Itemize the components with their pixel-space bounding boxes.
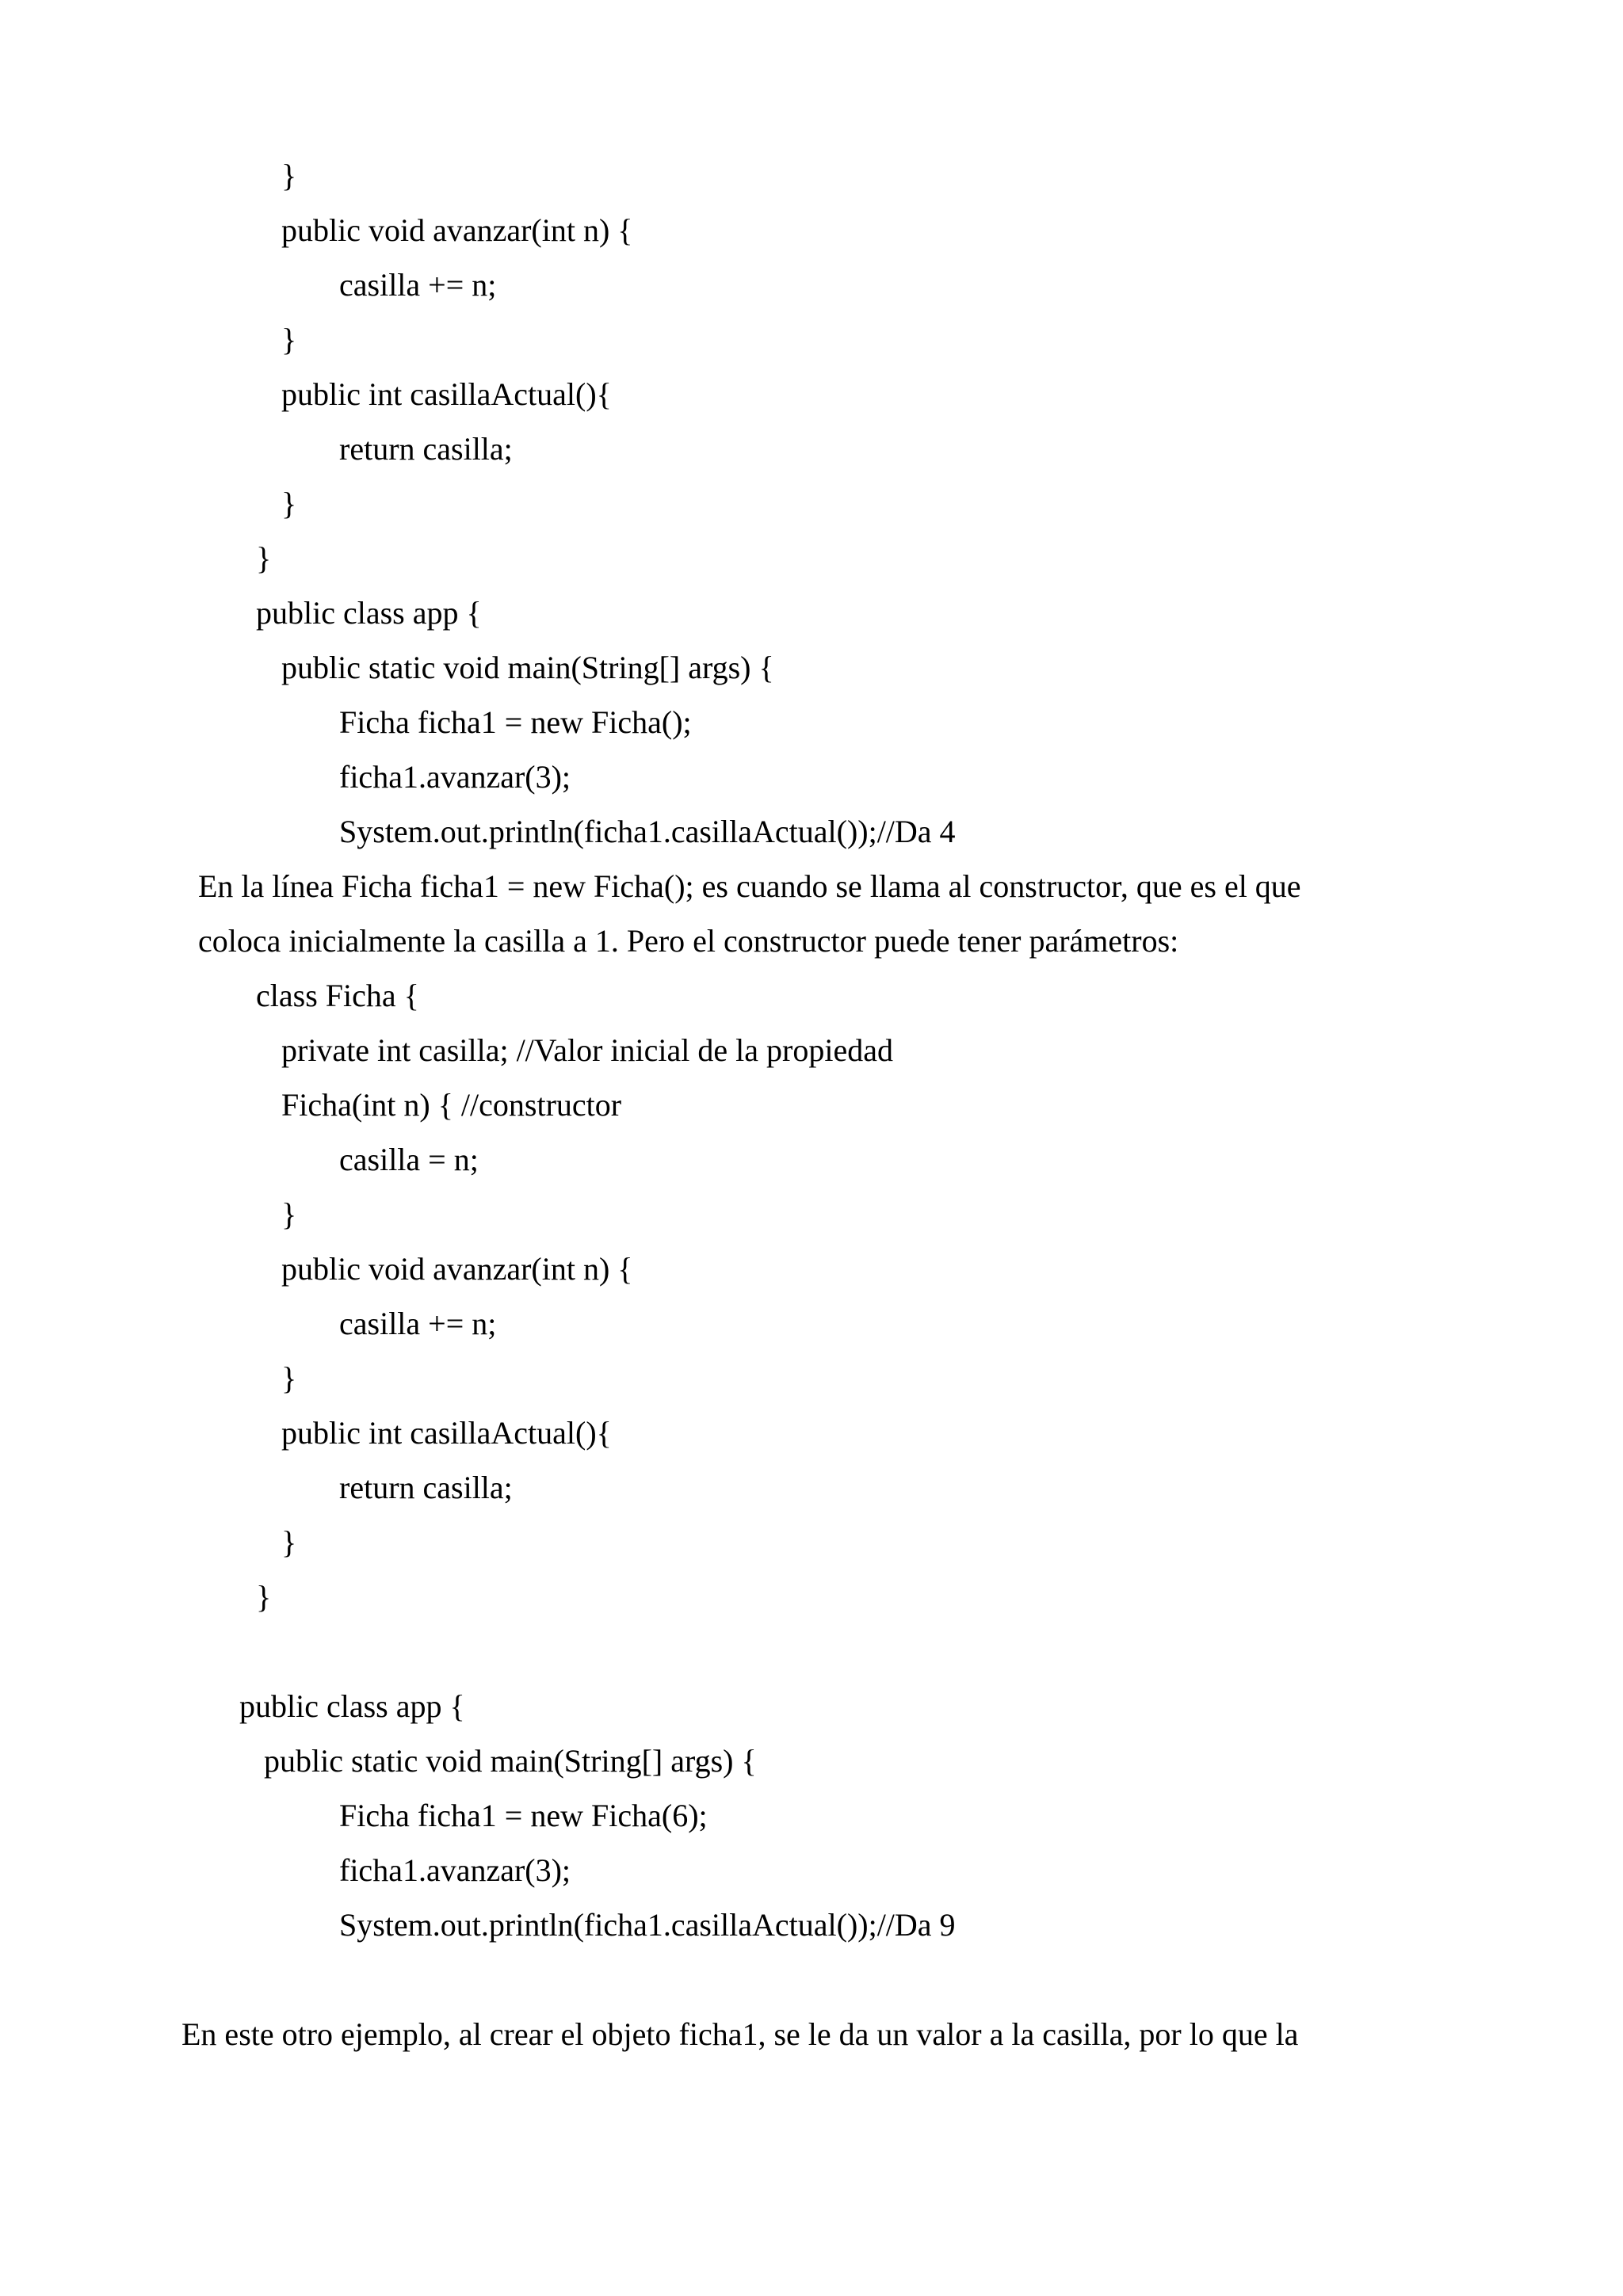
code-line: Ficha ficha1 = new Ficha();	[339, 704, 692, 740]
code-line: private int casilla; //Valor inicial de la propiedad	[281, 1032, 893, 1068]
code-line: casilla = n;	[339, 1142, 479, 1177]
code-line: }	[281, 158, 297, 193]
code-line: Ficha ficha1 = new Ficha(6);	[339, 1798, 708, 1833]
code-line: }	[281, 1360, 297, 1396]
body-text-line: En la línea Ficha ficha1 = new Ficha(); es cuando se llama al constructor, que es el que	[198, 868, 1301, 904]
code-line: casilla += n;	[339, 1306, 497, 1341]
code-line: }	[256, 540, 272, 576]
code-line: public void avanzar(int n) {	[281, 212, 633, 248]
code-line: public void avanzar(int n) {	[281, 1251, 633, 1287]
code-line: ficha1.avanzar(3);	[339, 759, 571, 795]
code-line: public class app {	[239, 1688, 465, 1724]
code-line: System.out.println(ficha1.casillaActual());//Da 4	[339, 814, 956, 849]
code-line: return casilla;	[339, 431, 513, 467]
code-line: System.out.println(ficha1.casillaActual());//Da 9	[339, 1907, 956, 1943]
code-line: }	[281, 486, 297, 521]
code-line: class Ficha {	[256, 978, 419, 1013]
code-line: Ficha(int n) { //constructor	[281, 1087, 622, 1123]
code-line: return casilla;	[339, 1470, 513, 1505]
code-line: ficha1.avanzar(3);	[339, 1852, 571, 1888]
body-text-line: En este otro ejemplo, al crear el objeto ficha1, se le da un valor a la casilla, por lo que la	[181, 2016, 1299, 2052]
code-line: public int casillaActual(){	[281, 1415, 612, 1451]
code-line: }	[281, 322, 297, 357]
code-line: }	[256, 1579, 272, 1615]
code-line: casilla += n;	[339, 267, 497, 303]
code-line: public static void main(String[] args) {	[281, 650, 774, 685]
code-line: public int casillaActual(){	[281, 376, 612, 412]
code-line: public class app {	[256, 595, 482, 631]
code-line: public static void main(String[] args) {	[264, 1743, 757, 1779]
code-line: }	[281, 1196, 297, 1232]
body-text-line: coloca inicialmente la casilla a 1. Pero el constructor puede tener parámetros:	[198, 923, 1179, 959]
code-line: }	[281, 1524, 297, 1560]
